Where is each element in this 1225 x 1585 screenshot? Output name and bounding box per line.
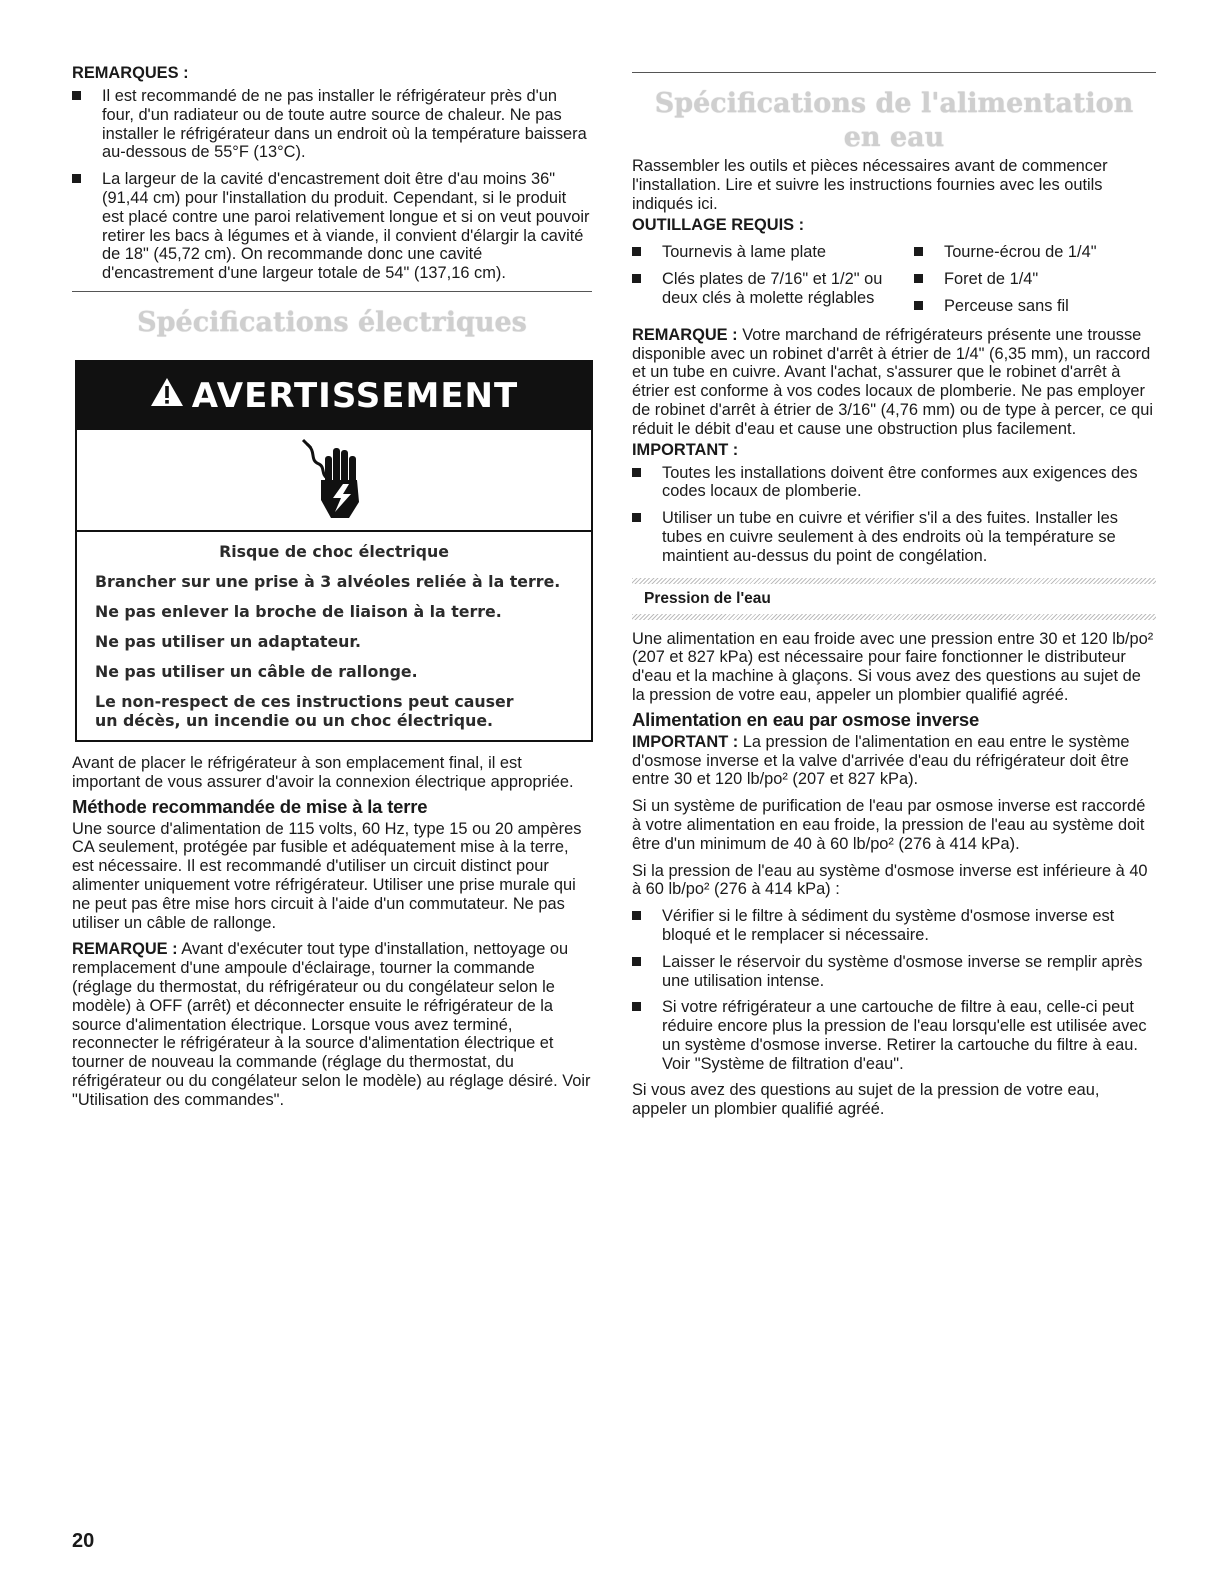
square-bullet-icon: [72, 91, 81, 100]
method-text: Une source d'alimentation de 115 volts, 60 Hz, type 15 ou 20 ampères CA seulement, protégée par fusible et adéquatement mise à la terre, est nécessaire. Il est recommandé d'utiliser un circuit distinct pour alimenter uniquement votre réfrigérateur. Utiliser une prise murale qui ne peut pas être mise hors circuit à l'aide d'un commutateur. Ne pas utiliser un câble de rallonge.: [72, 819, 582, 932]
remarque-kit-paragraph: REMARQUE : Votre marchand de réfrigérateurs présente une trousse disponible avec un robinet d'arrêt à étrier de 1/4" (6,35 mm), un raccord et un tube en cuivre. Avant l'achat, s'assurer que le robinet d'arrêt à étrier est conforme à vos codes locaux de plomberie. Ne pas employer de robinet d'arrêt à étrier de 3/16" (4,76 mm) ou de type à percer, ce qui réduit le débit d'eau et cause une obstruction plus facilement.: [632, 325, 1153, 438]
list-item: Clés plates de 7/16" et 1/2" ou deux clés à molette réglables: [632, 270, 914, 308]
warning-body: [77, 532, 591, 740]
square-bullet-icon: [632, 957, 641, 966]
right-column: [632, 64, 1156, 1119]
section-title-water: Spécifications de l'alimentation en eau: [654, 88, 1134, 153]
warning-line: Ne pas enlever la broche de liaison à la terre.: [95, 601, 502, 621]
osmose-list: [632, 907, 1156, 1073]
electric-shock-hand-icon: [299, 434, 369, 525]
osmose-paragraph: Si un système de purification de l'eau par osmose inverse est raccordé à votre alimentation en eau froide, la pression de l'eau au système doit être d'un minimum de 40 à 60 lb/po² (276 à 414 kPa).: [632, 797, 1146, 853]
warning-line: Ne pas utiliser un adaptateur.: [95, 631, 361, 651]
warning-line: Ne pas utiliser un câble de rallonge.: [95, 661, 418, 681]
square-bullet-icon: [632, 911, 641, 920]
list-item: Tourne-écrou de 1/4": [914, 243, 1154, 262]
important-label: IMPORTANT :: [632, 732, 739, 751]
list-item: Il est recommandé de ne pas installer le réfrigérateur près d'un four, d'un radiateur ou de toute autre source de chaleur. Ne pas installer le réfrigérateur dans un endroit où la température baissera au-dessous de 55°F (13°C).: [72, 87, 592, 162]
list-item: Laisser le réservoir du système d'osmose inverse se remplir après une utilisation intense.: [632, 953, 1156, 991]
section-divider: [632, 72, 1156, 73]
list-item: Perceuse sans fil: [914, 297, 1154, 316]
pression-text: Une alimentation en eau froide avec une pression entre 30 et 120 lb/po² (207 et 827 kPa) est nécessaire pour faire fonctionner le distributeur d'eau et la machine à glaçons. Si vous avez des questions au sujet de la pression de votre eau, appeler un plombier qualifié agréé.: [632, 629, 1154, 704]
osmose-important-paragraph: IMPORTANT : La pression de l'alimentation en eau entre le système d'osmose inverse et la valve d'arrivée d'eau du réfrigérateur doit être entre 30 et 120 lb/po² (207 et 827 kPa).: [632, 732, 1130, 789]
list-item: La largeur de la cavité d'encastrement doit être d'au moins 36" (91,44 cm) pour l'installation du produit. Cependant, si le produit est placé contre une paroi relativement longue et si on veut pouvoir retirer les bacs à légumes et à viande, il convient d'élargir la cavité de 18" (45,72 cm). On recommande donc une cavité d'encastrement d'une largeur totale de 54" (137,16 cm).: [72, 170, 592, 283]
warning-line: Le non-respect de ces instructions peut causer un décès, un incendie ou un choc électrique.: [95, 691, 514, 730]
remarque-paragraph: REMARQUE : Avant d'exécuter tout type d'installation, nettoyage ou remplacement d'une ampoule d'éclairage, tourner la commande (réglage du thermostat, du réfrigérateur ou du congélateur selon le modèle) à OFF (arrêt) et déconnecter ensuite le réfrigérateur de la source d'alimentation électrique. Lorsque vous avez terminé, reconnecter le réfrigérateur à la source d'alimentation électrique et tourner de nouveau la commande (réglage du thermostat, du réfrigérateur ou du congélateur selon le modèle) au réglage désiré. Voir "Utilisation des commandes".: [72, 940, 591, 1109]
page-number: 20: [72, 1530, 95, 1552]
warning-line: Risque de choc électrique: [219, 541, 449, 561]
square-bullet-icon: [914, 247, 923, 256]
section-title-electrical: Spécifications électriques: [137, 306, 527, 338]
water-intro: Rassembler les outils et pièces nécessaires avant de commencer l'installation. Lire et suivre les instructions fournies avec les outils indiqués ici.: [632, 157, 1108, 213]
square-bullet-icon: [632, 274, 641, 283]
tools-label: OUTILLAGE REQUIS :: [632, 216, 805, 235]
important-label: IMPORTANT :: [632, 440, 739, 459]
list-item: Vérifier si le filtre à sédiment du système d'osmose inverse est bloqué et le remplacer si nécessaire.: [632, 907, 1156, 945]
warning-header: AVERTISSEMENT: [77, 362, 591, 430]
warning-triangle-icon: [150, 376, 184, 416]
remarques-label: REMARQUES :: [72, 64, 189, 82]
section-divider: [72, 291, 592, 292]
tools-list-left: [632, 243, 914, 323]
remarque-label: REMARQUE :: [72, 940, 178, 959]
square-bullet-icon: [914, 274, 923, 283]
square-bullet-icon: [632, 468, 641, 477]
list-item: Tournevis à lame plate: [632, 243, 914, 262]
hatch-divider: [632, 614, 1156, 620]
left-column: [72, 64, 592, 1110]
square-bullet-icon: [632, 247, 641, 256]
square-bullet-icon: [632, 1002, 641, 1011]
electrical-intro: Avant de placer le réfrigérateur à son emplacement final, il est important de vous assurer d'avoir la connexion électrique appropriée.: [72, 753, 574, 791]
square-bullet-icon: [914, 301, 923, 310]
list-item: Si votre réfrigérateur a une cartouche de filtre à eau, celle-ci peut réduire encore plus la pression de l'eau lorsqu'elle est utilisée avec un système d'osmose inverse. Retirer la cartouche du filtre à eau. Voir "Système de filtration d'eau".: [632, 998, 1156, 1073]
osmose-paragraph: Si la pression de l'eau au système d'osmose inverse est inférieure à 40 à 60 lb/po² (276 à 414 kPa) :: [632, 861, 1148, 899]
warning-line: Brancher sur une prise à 3 alvéoles reliée à la terre.: [95, 571, 561, 591]
important-list: [632, 464, 1156, 566]
square-bullet-icon: [72, 174, 81, 183]
tools-list-right: [914, 243, 1154, 323]
osmose-title: Alimentation en eau par osmose inverse: [632, 708, 980, 730]
remarques-list: [72, 87, 592, 283]
method-title: Méthode recommandée de mise à la terre: [72, 795, 428, 817]
closing-paragraph: Si vous avez des questions au sujet de la pression de votre eau, appeler un plombier qualifié agréé.: [632, 1081, 1100, 1119]
square-bullet-icon: [632, 513, 641, 522]
warning-box: [75, 360, 593, 742]
list-item: Foret de 1/4": [914, 270, 1154, 289]
tools-lists: [632, 243, 1156, 323]
pression-title: Pression de l'eau: [644, 589, 771, 607]
list-item: Utiliser un tube en cuivre et vérifier s'il a des fuites. Installer les tubes en cuivre seulement à des endroits où la température se maintient au-dessus du point de congélation.: [632, 509, 1156, 565]
list-item: Toutes les installations doivent être conformes aux exigences des codes locaux de plomberie.: [632, 464, 1156, 502]
remarque-label: REMARQUE :: [632, 325, 738, 344]
